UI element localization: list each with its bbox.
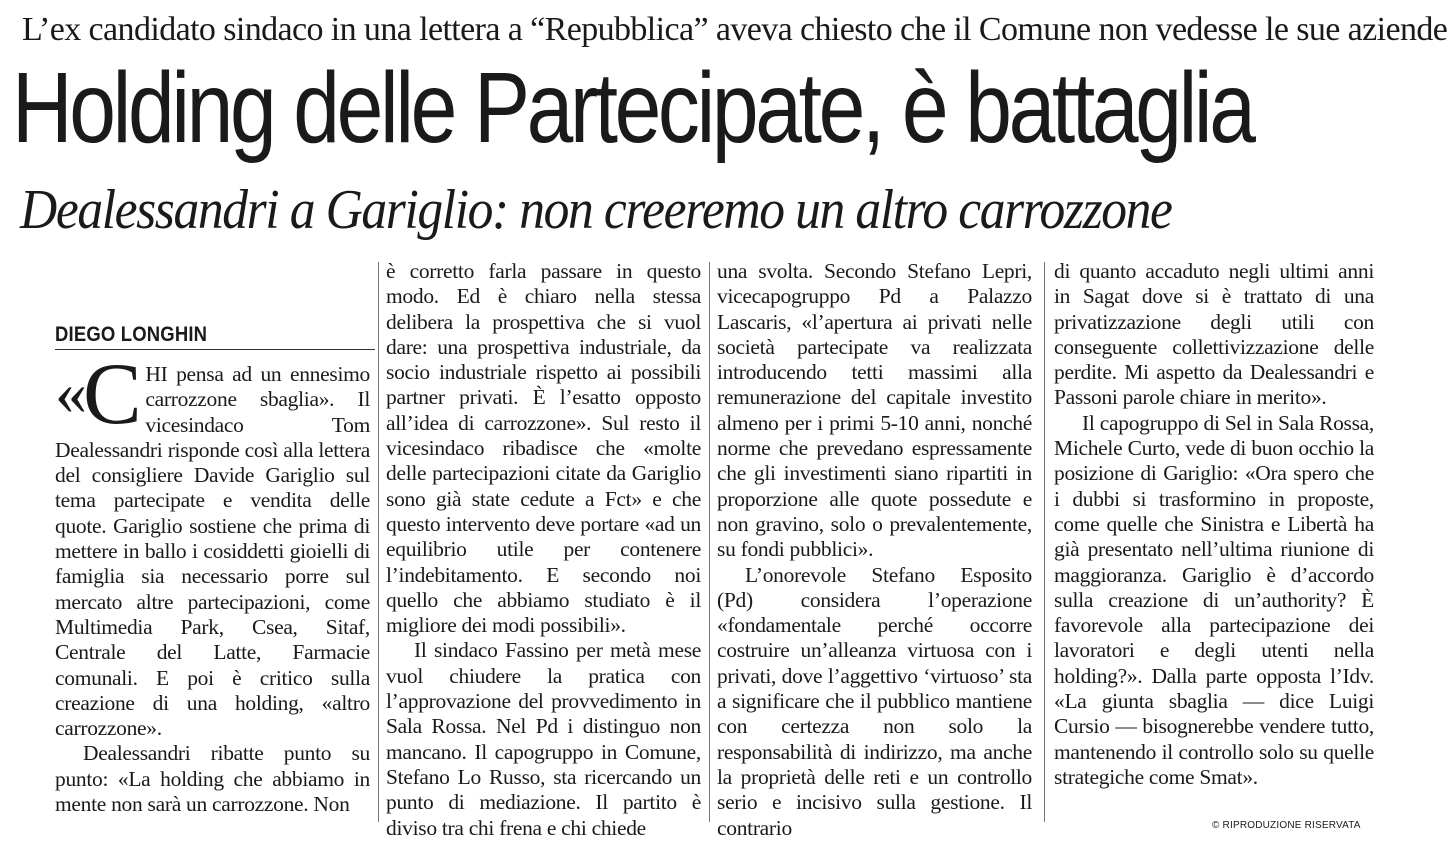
column-divider: [378, 262, 379, 822]
article-column-1: [55, 346, 370, 832]
article-column-4: [1054, 259, 1374, 819]
paragraph: Il sindaco Fassino per metà mese vuol chiudere la pratica con l’approvazione del provvedimento in Sala Rossa. Nel Pd i distinguo non mancano. Il capogruppo in Comune, Stefano Lo Russo, sta ricercando un punto di mediazione. Il partito è diviso tra chi frena e chi chiede: [386, 638, 701, 840]
article-column-2: [386, 259, 701, 839]
copyright-notice: © RIPRODUZIONE RISERVATA: [1212, 820, 1361, 831]
paragraph-text: HI pensa ad un ennesimo carrozzone sbaglia». Il vicesindaco Tom Dealessandri risponde così alla lettera del consigliere Davide Gariglio sul tema partecipate e vendita delle quote. Gariglio sostiene che prima di mettere in ballo i cosiddetti gioielli di famiglia sia necessario porre sul mercato altre partecipazioni, come Multimedia Park, Csea, Sitaf, Centrale del Latte, Farmacie comunali. E poi è critico sulla creazione di una holding, «altro carrozzone».: [55, 362, 370, 741]
paragraph: Il capogruppo di Sel in Sala Rossa, Michele Curto, vede di buon occhio la posizione di Gariglio: «Ora spero che i dubbi si trasformino in proposte, come quelle che Sinistra e Libertà ha già presentato nell’ultima riunione di maggioranza. Gariglio è d’accordo sulla creazione di un’authority? È favorevole alla partecipazione dei lavoratori e degli utenti nella holding?». Dalla parte opposta l’Idv. «La giunta sbaglia — dice Luigi Cursio — bisognerebbe vendere tutto, mantenendo il controllo solo su quelle strategiche come Smat».: [1054, 410, 1374, 789]
paragraph: L’onorevole Stefano Esposito (Pd) considera l’operazione «fondamentale perché occorre costruire un’alleanza virtuosa con i privati, dove l’aggettivo ‘virtuoso’ sta a significare che il pubblico mantiene con certezza non solo la responsabilità di indirizzo, ma anche la proprietà delle reti e un controllo serio e incisivo sulla gestione. Il contrario: [717, 562, 1032, 840]
paragraph: una svolta. Secondo Stefano Lepri, vicecapogruppo Pd a Palazzo Lascaris, «l’apertura ai privati nelle società partecipate va realizzata introducendo tetti massimi alla remunerazione del capitale investito almeno per i primi 5-10 anni, nonché norme che prevedano espressamente che gli investimenti siano ripartiti in proporzione alle quote possedute e non gravino, solo o prevalentemente, su fondi pubblici».: [717, 259, 1032, 562]
paragraph: [55, 346, 370, 741]
article-column-3: [717, 259, 1032, 840]
drop-cap: C: [83, 346, 142, 443]
kicker: L’ex candidato sindaco in una lettera a “Repubblica” aveva chiesto che il Comune non vedesse le sue aziende: [22, 11, 1447, 48]
headline: Holding delle Partecipate, è battaglia: [12, 52, 1253, 164]
column-divider: [709, 262, 710, 822]
byline: DIEGO LONGHIN: [55, 323, 208, 346]
paragraph: è corretto farla passare in questo modo. Ed è chiaro nella stessa delibera la prospettiva che si vuol dare: una prospettiva industriale, da socio industriale rispetto ai possibili partner privati. È l’esatto opposto all’idea di carrozzone». Sul resto il vicesindaco ribadisce che «molte delle partecipazioni citate da Gariglio sono già state cedute a Fct» e che questo intervento deve portare «ad un equilibrio utile per contenere l’indebitamento. E secondo noi quello che abbiamo studiato è il migliore dei modi possibili».: [386, 259, 701, 638]
column-divider: [1044, 262, 1045, 822]
subhead: Dealessandri a Gariglio: non creeremo un altro carrozzone: [20, 179, 1172, 241]
paragraph: Dealessandri ribatte punto su punto: «La holding che abbiamo in mente non sarà un carrozzone. Non: [55, 741, 370, 817]
paragraph: di quanto accaduto negli ultimi anni in Sagat dove si è trattato di una privatizzazione degli utili con conseguente collettivizzazione delle perdite. Mi aspetto da Dealessandri e Passoni parole chiare in merito».: [1054, 259, 1374, 410]
drop-quote-mark: «: [55, 357, 81, 428]
